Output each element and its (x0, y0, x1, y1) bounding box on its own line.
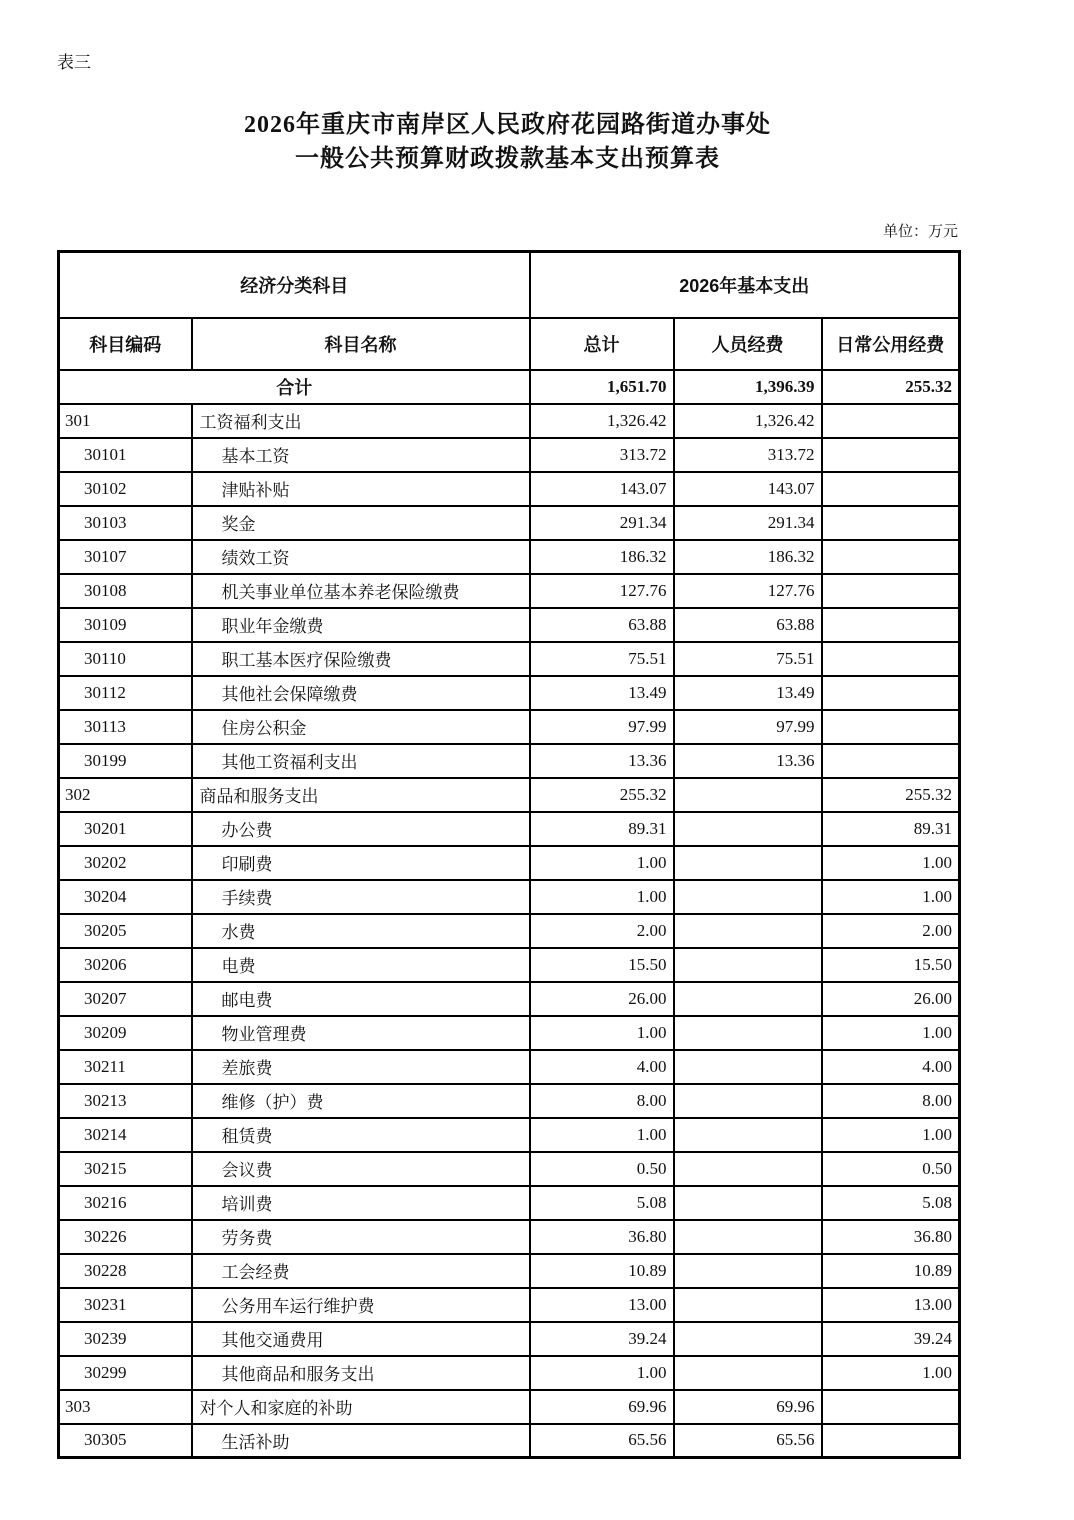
table-row (59, 1084, 960, 1118)
subject-name-cell: 邮电费 (192, 982, 530, 1016)
table-row (59, 642, 960, 676)
total-cell: 36.80 (530, 1220, 674, 1254)
subject-code-cell: 30211 (59, 1050, 192, 1084)
daily-cell: 1.00 (822, 880, 960, 914)
total-cell: 1.00 (530, 880, 674, 914)
daily-cell: 26.00 (822, 982, 960, 1016)
subject-code-cell: 30214 (59, 1118, 192, 1152)
table-row (59, 1390, 960, 1424)
page-title-line1: 2026年重庆市南岸区人民政府花园路街道办事处 (244, 112, 771, 138)
total-cell: 10.89 (530, 1254, 674, 1288)
personnel-cell: 63.88 (674, 608, 822, 642)
personnel-cell (674, 1186, 822, 1220)
page-title-line2: 一般公共预算财政拨款基本支出预算表 (295, 146, 720, 172)
total-cell: 1.00 (530, 1016, 674, 1050)
personnel-cell: 186.32 (674, 540, 822, 574)
table-group-header-row (59, 252, 960, 318)
subject-name-cell: 津贴补贴 (192, 472, 530, 506)
personnel-cell (674, 1288, 822, 1322)
subject-code-cell: 30107 (59, 540, 192, 574)
total-cell: 65.56 (530, 1424, 674, 1458)
daily-cell: 89.31 (822, 812, 960, 846)
personnel-cell: 143.07 (674, 472, 822, 506)
personnel-cell: 127.76 (674, 574, 822, 608)
total-row-personnel: 1,396.39 (674, 370, 822, 404)
subject-code-cell: 30113 (59, 710, 192, 744)
personnel-cell (674, 1050, 822, 1084)
subject-name-cell: 会议费 (192, 1152, 530, 1186)
table-column-header-row (59, 318, 960, 370)
personnel-cell (674, 846, 822, 880)
personnel-cell: 75.51 (674, 642, 822, 676)
subject-name-cell: 公务用车运行维护费 (192, 1288, 530, 1322)
page-title (57, 108, 958, 176)
subject-name-cell: 对个人和家庭的补助 (192, 1390, 530, 1424)
table-row (59, 1220, 960, 1254)
total-cell: 63.88 (530, 608, 674, 642)
subject-name-cell: 电费 (192, 948, 530, 982)
header-subject-code: 科目编码 (59, 318, 192, 370)
table-row (59, 1050, 960, 1084)
daily-cell: 13.00 (822, 1288, 960, 1322)
daily-cell (822, 744, 960, 778)
subject-code-cell: 301 (59, 404, 192, 438)
daily-cell (822, 472, 960, 506)
subject-code-cell: 30231 (59, 1288, 192, 1322)
total-cell: 186.32 (530, 540, 674, 574)
personnel-cell (674, 1152, 822, 1186)
daily-cell: 8.00 (822, 1084, 960, 1118)
daily-cell: 2.00 (822, 914, 960, 948)
table-row (59, 1322, 960, 1356)
daily-cell (822, 710, 960, 744)
subject-name-cell: 绩效工资 (192, 540, 530, 574)
subject-name-cell: 物业管理费 (192, 1016, 530, 1050)
personnel-cell (674, 1118, 822, 1152)
subject-code-cell: 30215 (59, 1152, 192, 1186)
total-row-total: 1,651.70 (530, 370, 674, 404)
personnel-cell: 13.49 (674, 676, 822, 710)
table-row (59, 846, 960, 880)
subject-code-cell: 302 (59, 778, 192, 812)
header-subject-name: 科目名称 (192, 318, 530, 370)
table-row (59, 812, 960, 846)
subject-name-cell: 租赁费 (192, 1118, 530, 1152)
total-cell: 1.00 (530, 846, 674, 880)
subject-name-cell: 基本工资 (192, 438, 530, 472)
daily-cell (822, 608, 960, 642)
total-cell: 291.34 (530, 506, 674, 540)
subject-code-cell: 303 (59, 1390, 192, 1424)
subject-name-cell: 其他工资福利支出 (192, 744, 530, 778)
daily-cell (822, 506, 960, 540)
daily-cell: 255.32 (822, 778, 960, 812)
daily-cell (822, 1424, 960, 1458)
daily-cell: 36.80 (822, 1220, 960, 1254)
subject-name-cell: 奖金 (192, 506, 530, 540)
daily-cell (822, 1390, 960, 1424)
daily-cell: 1.00 (822, 1118, 960, 1152)
total-row (59, 370, 960, 404)
total-cell: 2.00 (530, 914, 674, 948)
daily-cell (822, 438, 960, 472)
table-row (59, 472, 960, 506)
table-row (59, 1152, 960, 1186)
total-cell: 313.72 (530, 438, 674, 472)
total-cell: 13.36 (530, 744, 674, 778)
table-row (59, 778, 960, 812)
personnel-cell (674, 948, 822, 982)
subject-name-cell: 工会经费 (192, 1254, 530, 1288)
personnel-cell: 1,326.42 (674, 404, 822, 438)
table-row (59, 676, 960, 710)
subject-name-cell: 职工基本医疗保险缴费 (192, 642, 530, 676)
subject-name-cell: 机关事业单位基本养老保险缴费 (192, 574, 530, 608)
total-cell: 26.00 (530, 982, 674, 1016)
personnel-cell: 65.56 (674, 1424, 822, 1458)
personnel-cell (674, 1084, 822, 1118)
subject-code-cell: 30213 (59, 1084, 192, 1118)
subject-code-cell: 30199 (59, 744, 192, 778)
table-row (59, 1254, 960, 1288)
subject-code-cell: 30226 (59, 1220, 192, 1254)
subject-name-cell: 职业年金缴费 (192, 608, 530, 642)
subject-code-cell: 30216 (59, 1186, 192, 1220)
subject-code-cell: 30109 (59, 608, 192, 642)
total-cell: 97.99 (530, 710, 674, 744)
subject-name-cell: 工资福利支出 (192, 404, 530, 438)
subject-name-cell: 印刷费 (192, 846, 530, 880)
subject-code-cell: 30112 (59, 676, 192, 710)
subject-code-cell: 30206 (59, 948, 192, 982)
personnel-cell (674, 1322, 822, 1356)
daily-cell: 5.08 (822, 1186, 960, 1220)
personnel-cell (674, 1016, 822, 1050)
table-row (59, 710, 960, 744)
table-row (59, 982, 960, 1016)
table-row (59, 608, 960, 642)
daily-cell (822, 574, 960, 608)
subject-code-cell: 30101 (59, 438, 192, 472)
personnel-cell: 313.72 (674, 438, 822, 472)
personnel-cell: 291.34 (674, 506, 822, 540)
total-cell: 255.32 (530, 778, 674, 812)
daily-cell: 1.00 (822, 846, 960, 880)
header-economic-classification: 经济分类科目 (59, 252, 530, 318)
table-row (59, 1186, 960, 1220)
subject-name-cell: 住房公积金 (192, 710, 530, 744)
total-cell: 69.96 (530, 1390, 674, 1424)
table-row (59, 404, 960, 438)
subject-name-cell: 生活补助 (192, 1424, 530, 1458)
personnel-cell: 69.96 (674, 1390, 822, 1424)
table-row (59, 540, 960, 574)
header-daily-public-funds: 日常公用经费 (822, 318, 960, 370)
subject-code-cell: 30228 (59, 1254, 192, 1288)
table-row (59, 914, 960, 948)
subject-code-cell: 30102 (59, 472, 192, 506)
subject-name-cell: 商品和服务支出 (192, 778, 530, 812)
total-cell: 4.00 (530, 1050, 674, 1084)
subject-name-cell: 差旅费 (192, 1050, 530, 1084)
total-cell: 1,326.42 (530, 404, 674, 438)
personnel-cell (674, 1356, 822, 1390)
subject-code-cell: 30108 (59, 574, 192, 608)
daily-cell (822, 540, 960, 574)
daily-cell: 15.50 (822, 948, 960, 982)
total-cell: 8.00 (530, 1084, 674, 1118)
daily-cell: 4.00 (822, 1050, 960, 1084)
subject-code-cell: 30201 (59, 812, 192, 846)
table-row (59, 438, 960, 472)
daily-cell (822, 404, 960, 438)
unit-label: 单位：万元 (882, 224, 958, 240)
personnel-cell (674, 1220, 822, 1254)
header-personnel-funds: 人员经费 (674, 318, 822, 370)
header-basic-expenditure-2026: 2026年基本支出 (530, 252, 960, 318)
total-cell: 89.31 (530, 812, 674, 846)
table-row (59, 948, 960, 982)
total-cell: 1.00 (530, 1356, 674, 1390)
personnel-cell (674, 880, 822, 914)
total-cell: 13.49 (530, 676, 674, 710)
table-row (59, 1356, 960, 1390)
personnel-cell: 13.36 (674, 744, 822, 778)
subject-code-cell: 30205 (59, 914, 192, 948)
table-row (59, 1424, 960, 1458)
personnel-cell (674, 914, 822, 948)
subject-name-cell: 办公费 (192, 812, 530, 846)
subject-name-cell: 培训费 (192, 1186, 530, 1220)
daily-cell: 39.24 (822, 1322, 960, 1356)
table-row (59, 574, 960, 608)
table-row (59, 880, 960, 914)
table-number-label: 表三 (57, 53, 91, 72)
subject-code-cell: 30110 (59, 642, 192, 676)
total-cell: 5.08 (530, 1186, 674, 1220)
subject-code-cell: 30207 (59, 982, 192, 1016)
subject-code-cell: 30204 (59, 880, 192, 914)
subject-name-cell: 水费 (192, 914, 530, 948)
daily-cell: 1.00 (822, 1016, 960, 1050)
total-cell: 39.24 (530, 1322, 674, 1356)
total-row-daily: 255.32 (822, 370, 960, 404)
daily-cell (822, 676, 960, 710)
total-cell: 13.00 (530, 1288, 674, 1322)
subject-code-cell: 30209 (59, 1016, 192, 1050)
subject-name-cell: 其他交通费用 (192, 1322, 530, 1356)
subject-code-cell: 30103 (59, 506, 192, 540)
total-row-label: 合计 (59, 370, 530, 404)
total-cell: 1.00 (530, 1118, 674, 1152)
personnel-cell (674, 982, 822, 1016)
subject-code-cell: 30305 (59, 1424, 192, 1458)
budget-table (57, 250, 961, 1459)
header-total: 总计 (530, 318, 674, 370)
subject-name-cell: 其他社会保障缴费 (192, 676, 530, 710)
personnel-cell (674, 812, 822, 846)
subject-name-cell: 手续费 (192, 880, 530, 914)
total-cell: 143.07 (530, 472, 674, 506)
total-cell: 127.76 (530, 574, 674, 608)
total-cell: 15.50 (530, 948, 674, 982)
table-row (59, 1288, 960, 1322)
total-cell: 0.50 (530, 1152, 674, 1186)
subject-code-cell: 30239 (59, 1322, 192, 1356)
personnel-cell (674, 1254, 822, 1288)
subject-name-cell: 其他商品和服务支出 (192, 1356, 530, 1390)
subject-name-cell: 劳务费 (192, 1220, 530, 1254)
table-row (59, 1016, 960, 1050)
table-body (59, 370, 960, 1458)
table-row (59, 744, 960, 778)
personnel-cell (674, 778, 822, 812)
subject-name-cell: 维修（护）费 (192, 1084, 530, 1118)
subject-code-cell: 30299 (59, 1356, 192, 1390)
total-cell: 75.51 (530, 642, 674, 676)
personnel-cell: 97.99 (674, 710, 822, 744)
table-row (59, 506, 960, 540)
daily-cell: 1.00 (822, 1356, 960, 1390)
subject-code-cell: 30202 (59, 846, 192, 880)
table-row (59, 1118, 960, 1152)
daily-cell: 10.89 (822, 1254, 960, 1288)
daily-cell (822, 642, 960, 676)
daily-cell: 0.50 (822, 1152, 960, 1186)
